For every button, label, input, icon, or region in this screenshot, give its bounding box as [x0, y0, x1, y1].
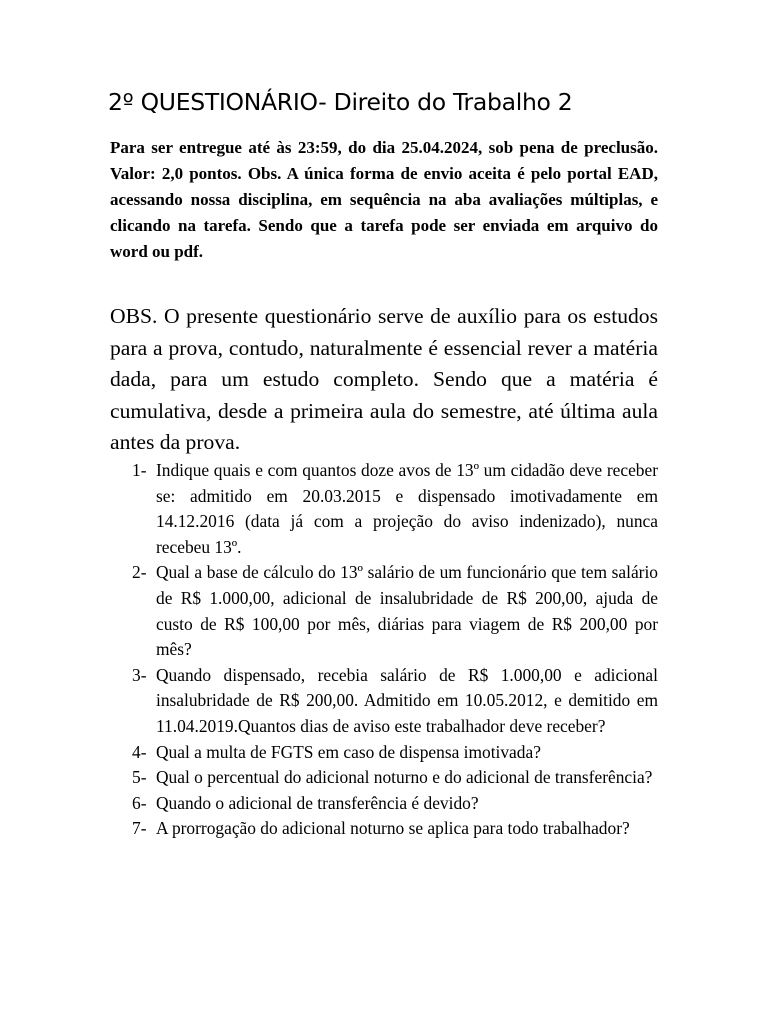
submission-notice: Para ser entregue até às 23:59, do dia 25.04.2024, sob pena de preclusão. Valor: 2,0 pontos. Obs. A única forma de envio aceita é pelo portal EAD, acessando nossa disciplina, em sequência na aba avaliações múltiplas, e clicando na tarefa. Sendo que a tarefa pode ser enviada em arquivo do word ou pdf. [110, 138, 658, 261]
question-item [132, 816, 658, 842]
question-text: Qual a multa de FGTS em caso de dispensa imotivada? [156, 741, 541, 762]
question-text: Quando o adicional de transferência é devido? [156, 792, 479, 813]
question-text: A prorrogação do adicional noturno se aplica para todo trabalhador? [156, 818, 630, 839]
observation-paragraph: OBS. O presente questionário serve de auxílio para os estudos para a prova, contudo, naturalmente é essencial rever a matéria dada, para um estudo completo. Sendo que a matéria é cumulativa, desde a primeira aula do semestre, até última aula antes da prova. [110, 304, 658, 454]
question-text: Indique quais e com quantos doze avos de 13º um cidadão deve receber se: admitido em 20.03.2015 e dispensado imotivadamente em 14.12.2016 (data já com a projeção do aviso indenizado), nunca recebeu 13º. [156, 460, 658, 557]
question-text: Qual a base de cálculo do 13º salário de um funcionário que tem salário de R$ 1.000,00, adicional de insalubridade de R$ 200,00, ajuda de custo de R$ 100,00 por mês, diárias para viagem de R$ 200,00 por mês? [156, 562, 658, 660]
question-number: 2- [132, 562, 147, 583]
question-number: 7- [132, 818, 147, 839]
question-item [132, 765, 658, 791]
question-item [132, 560, 658, 662]
question-number: 5- [132, 767, 147, 788]
question-list [132, 458, 658, 842]
question-item [132, 740, 658, 766]
question-item [132, 791, 658, 817]
question-number: 1- [132, 460, 147, 480]
question-item [132, 663, 658, 740]
question-text: Quando dispensado, recebia salário de R$ 1.000,00 e adicional insalubridade de R$ 200,00. Admitido em 10.05.2012, e demitido em 11.04.2019.Quantos dias de aviso este trabalhador deve receber? [156, 664, 658, 736]
document-title: 2º QUESTIONÁRIO- Direito do Trabalho 2 [108, 88, 573, 116]
question-text: Qual o percentual do adicional noturno e do adicional de transferência? [156, 767, 653, 788]
question-item [132, 458, 658, 560]
question-number: 4- [132, 741, 147, 762]
question-number: 3- [132, 664, 147, 685]
question-number: 6- [132, 792, 147, 813]
